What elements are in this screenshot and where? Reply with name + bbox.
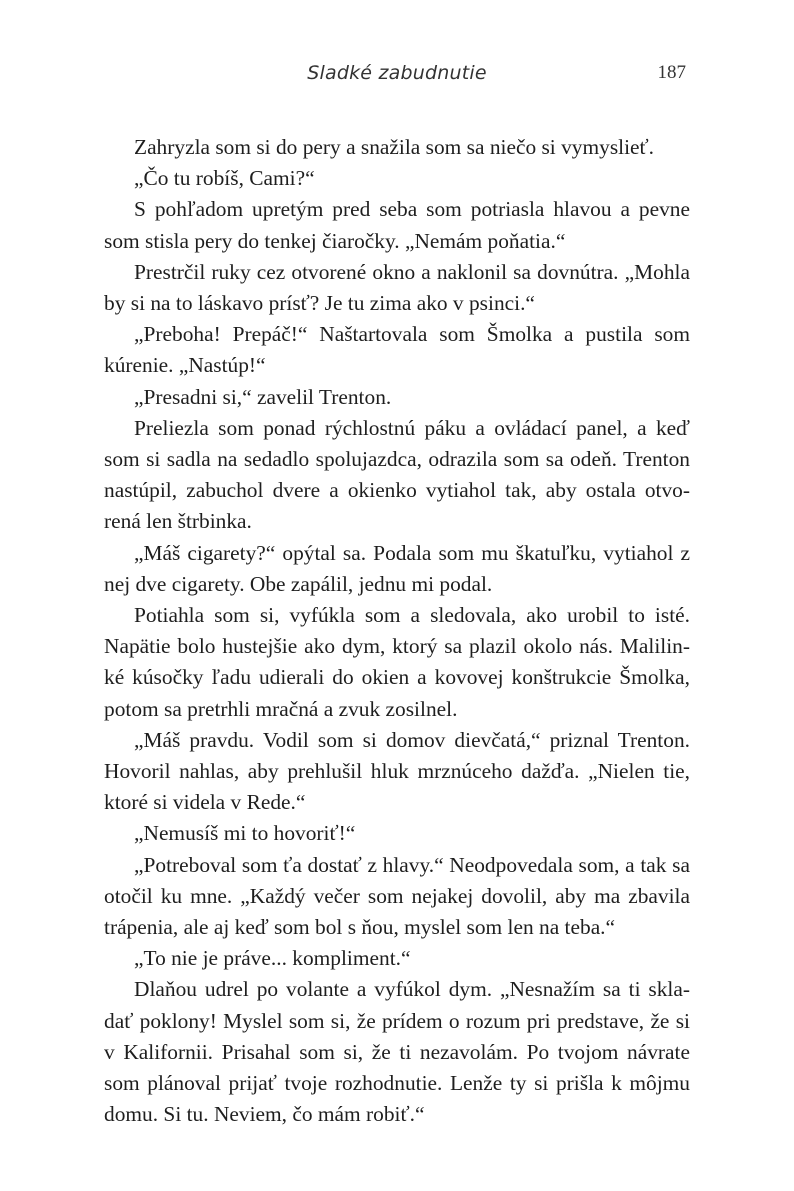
paragraph: Potiahla som si, vyfúkla som a sledovala, ako urobil to isté. Napätie bolo hustejšie ako dym, ktorý sa plazil okolo nás. Malilin- ké kúsočky ľadu udierali do okien a kovovej konštrukcie Šmolka, potom sa pretrhli mračná a zvuk zosilnel. — [104, 603, 690, 721]
paragraph: Dlaňou udrel po volante a vyfúkol dym. „Nesnažím sa ti skla- dať poklony! Myslel som si, že prídem o rozum pri predstave, že si v Kalifornii. Prisahal som si, že ti nezavolám. Po tvojom návrate som plánoval prijať tvoje rozhodnutie. Lenže ty si prišla k môjmu domu. Si tu. Neviem, čo mám robiť.“ — [104, 977, 690, 1127]
paragraph: „Nemusíš mi to hovoriť!“ — [134, 821, 356, 846]
paragraph: „Máš cigarety?“ opýtal sa. Podala som mu škatuľku, vytiahol z nej dve cigarety. Obe zapálil, jednu mi podal. — [104, 540, 690, 596]
paragraph: „Čo tu robíš, Cami?“ — [134, 166, 315, 191]
paragraph: „Máš pravdu. Vodil som si domov dievčatá,“ priznal Trenton. Hovoril nahlas, aby prehlušil hluk mrznúceho dažďa. „Nielen tie, ktoré si videla v Rede.“ — [104, 727, 690, 815]
paragraph: Preliezla som ponad rýchlostnú páku a ovládací panel, a keď som si sadla na sedadlo spolujazdca, odrazila som sa odeň. Trenton nastúpil, zabuchol dvere a okienko vytiahol tak, aby ostala otvo- rená len štrbinka. — [104, 415, 690, 534]
body-text — [104, 132, 690, 1131]
paragraph: Prestrčil ruky cez otvorené okno a naklonil sa dovnútra. „Mohla by si na to láskavo prísť? Je tu zima ako v psinci.“ — [104, 259, 690, 316]
page-number: 187 — [657, 62, 686, 83]
paragraph: „Presadni si,“ zavelil Trenton. — [134, 384, 392, 409]
paragraph: „Preboha! Prepáč!“ Naštartovala som Šmolka a pustila som kúrenie. „Nastúp!“ — [104, 322, 690, 378]
paragraph: „Potreboval som ťa dostať z hlavy.“ Neodpovedala som, a tak sa otočil ku mne. „Každý večer som nejakej dovolil, aby ma zbavila trápenia, ale aj keď som bol s ňou, myslel som len na teba.“ — [104, 852, 690, 940]
paragraph: S pohľadom upretým pred seba som potriasla hlavou a pevne som stisla pery do tenkej čiaročky. „Nemám poňatia.“ — [104, 197, 690, 253]
running-title: Sladké zabudnutie — [307, 62, 487, 84]
paragraph: Zahryzla som si do pery a snažila som sa niečo si vymyslieť. — [134, 135, 655, 159]
paragraph: „To nie je práve... kompliment.“ — [134, 946, 411, 971]
